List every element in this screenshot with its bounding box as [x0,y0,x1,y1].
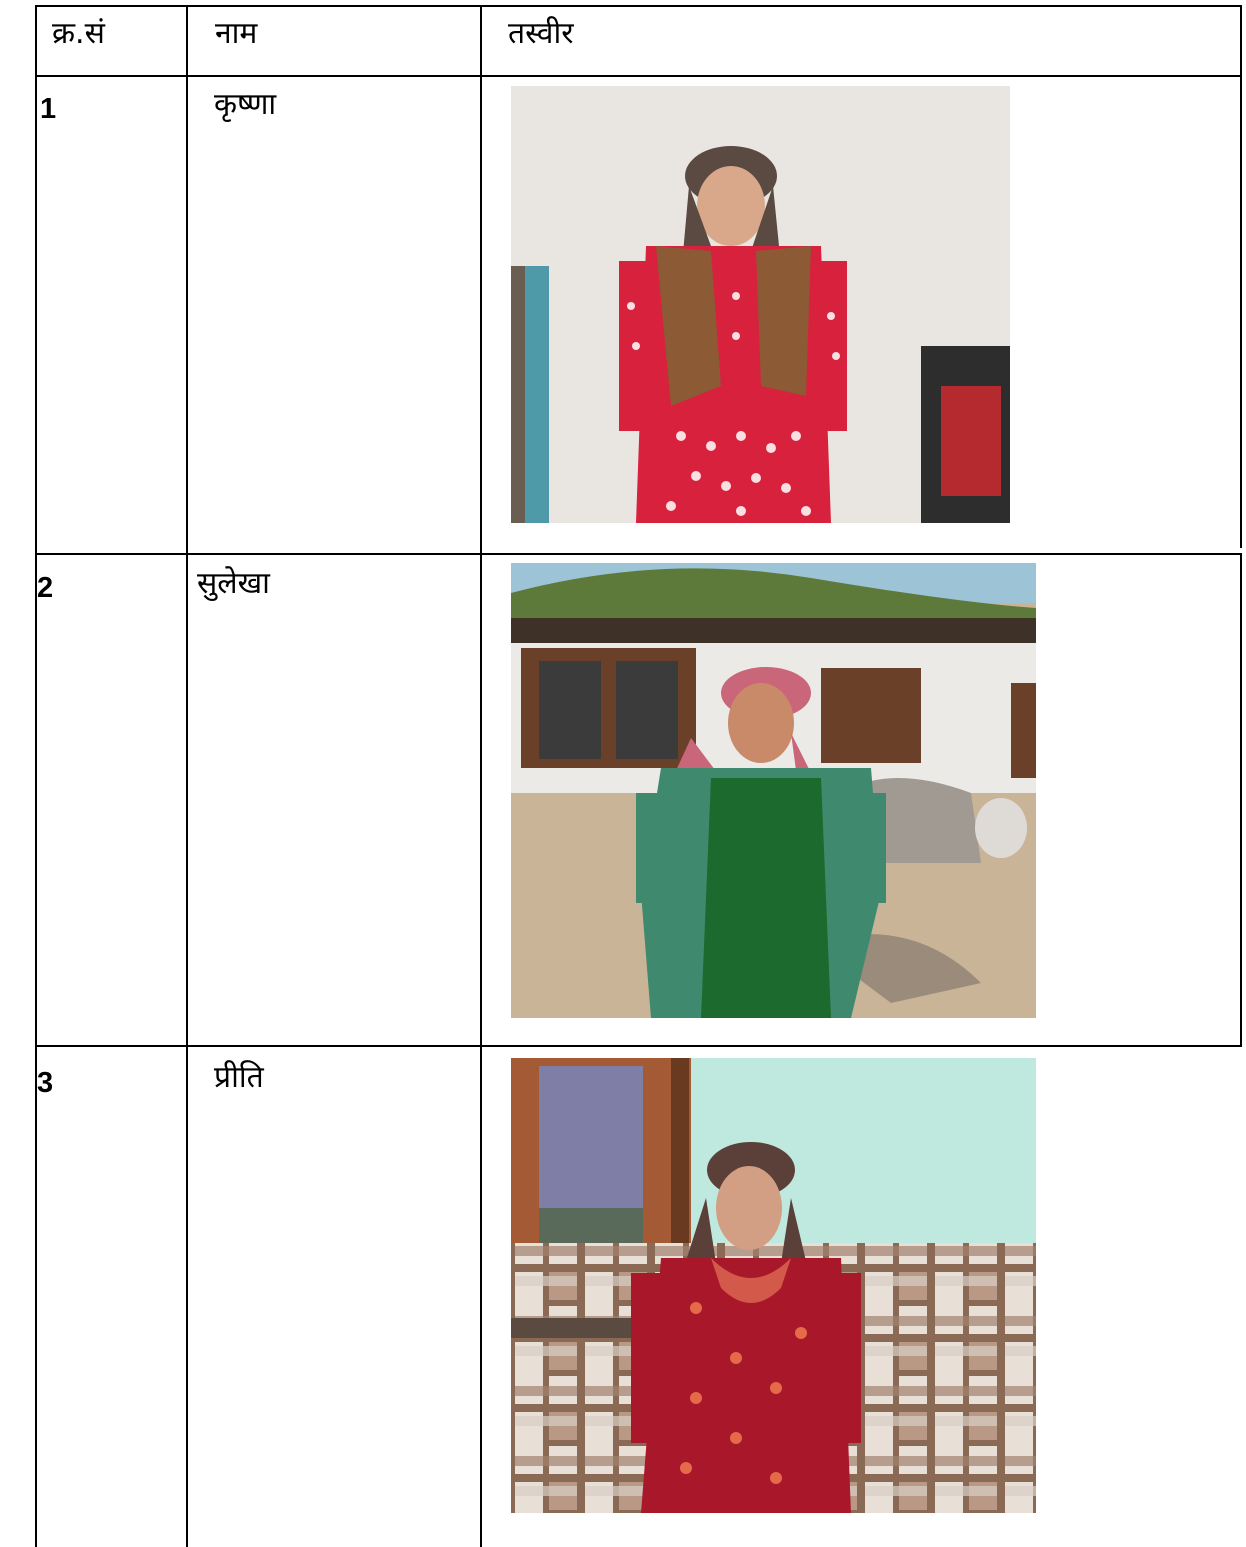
column-divider-2 [480,5,482,1547]
row-serial: 2 [37,572,54,604]
column-divider-1 [186,5,188,1547]
row-1-divider [35,553,1242,555]
photo-woman-maroon-kurta-tiled-wall [511,1058,1036,1513]
header-name: नाम [215,16,258,51]
table-right-border [1240,5,1242,548]
table-right-border-row2 [1240,553,1242,1045]
header-serial: क्र.सं [52,16,105,51]
row-name: प्रीति [214,1060,264,1095]
row-name: सुलेखा [197,566,270,601]
header-photo: तस्वीर [508,16,574,51]
table-left-border [35,5,37,1547]
row-2-divider [35,1045,1242,1047]
photo-woman-green-sweater-outdoors [511,563,1036,1018]
row-serial: 1 [40,93,57,125]
header-row-divider [35,75,1242,77]
row-serial: 3 [37,1067,54,1099]
table-top-border [35,5,1242,7]
photo-woman-red-heart-dress [511,86,1010,523]
row-name: कृष्णा [214,87,277,122]
